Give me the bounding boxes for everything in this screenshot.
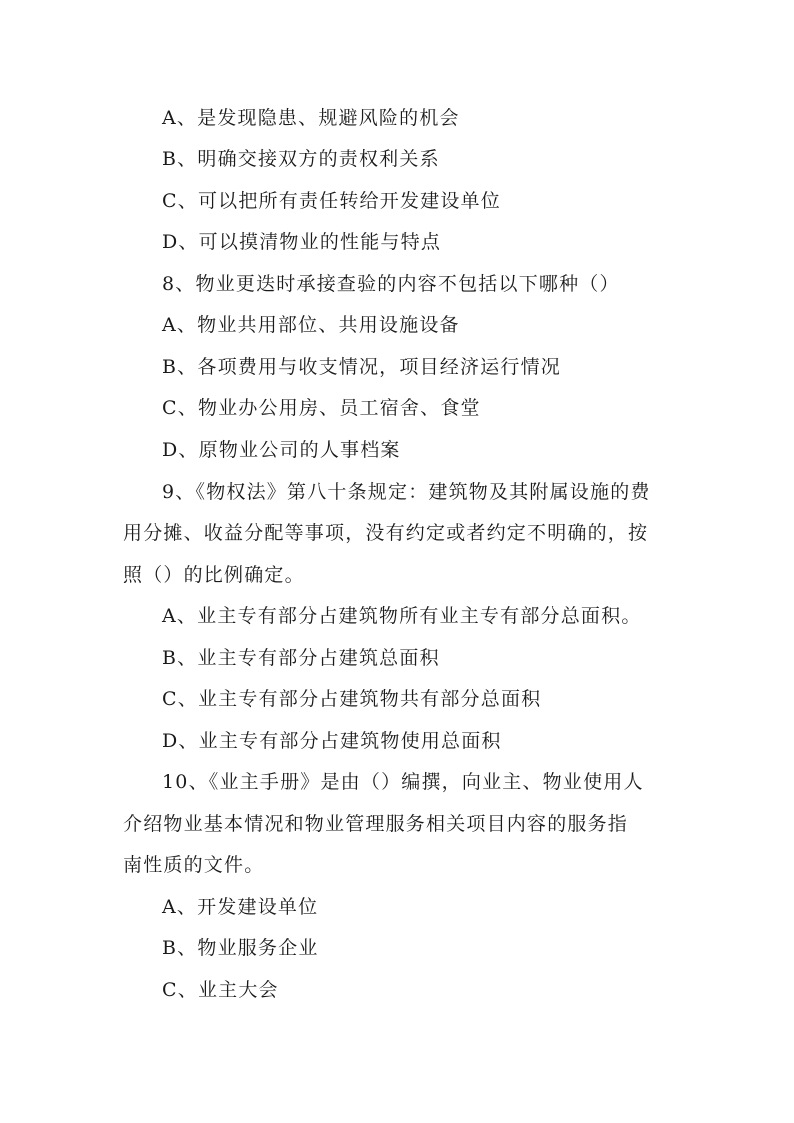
q7-option-a: A、是发现隐患、规避风险的机会: [162, 107, 460, 129]
q9-option-a: A、业主专有部分占建筑物所有业主专有部分总面积。: [162, 605, 642, 627]
question-10-text-line3: 南性质的文件。: [123, 854, 265, 876]
q10-option-b: B、物业服务企业: [162, 937, 319, 959]
q10-option-c: C、业主大会: [162, 979, 279, 1001]
q10-option-a: A、开发建设单位: [162, 896, 319, 918]
question-8-text: 8、物业更迭时承接查验的内容不包括以下哪种（）: [162, 273, 620, 295]
q7-option-b: B、明确交接双方的责权利关系: [162, 148, 440, 170]
q9-option-c: C、业主专有部分占建筑物共有部分总面积: [162, 688, 542, 710]
q7-option-c: C、可以把所有责任转给开发建设单位: [162, 190, 501, 212]
question-9-text-line3: 照（）的比例确定。: [123, 564, 305, 586]
q8-option-a: A、物业共用部位、共用设施设备: [162, 314, 460, 336]
question-10-text-line2: 介绍物业基本情况和物业管理服务相关项目内容的服务指: [123, 813, 629, 835]
question-9-text-line1: 9、《物权法》第八十条规定：建筑物及其附属设施的费: [162, 481, 651, 503]
q9-option-d: D、业主专有部分占建筑物使用总面积: [162, 730, 502, 752]
question-10-text-line1: 10、《业主手册》是由（）编撰，向业主、物业使用人: [162, 771, 644, 793]
q7-option-d: D、可以摸清物业的性能与特点: [162, 231, 442, 253]
question-9-text-line2: 用分摊、收益分配等事项，没有约定或者约定不明确的，按: [123, 522, 649, 544]
q8-option-c: C、物业办公用房、员工宿舍、食堂: [162, 397, 481, 419]
q9-option-b: B、业主专有部分占建筑总面积: [162, 647, 440, 669]
q8-option-d: D、原物业公司的人事档案: [162, 439, 401, 461]
q8-option-b: B、各项费用与收支情况，项目经济运行情况: [162, 356, 561, 378]
